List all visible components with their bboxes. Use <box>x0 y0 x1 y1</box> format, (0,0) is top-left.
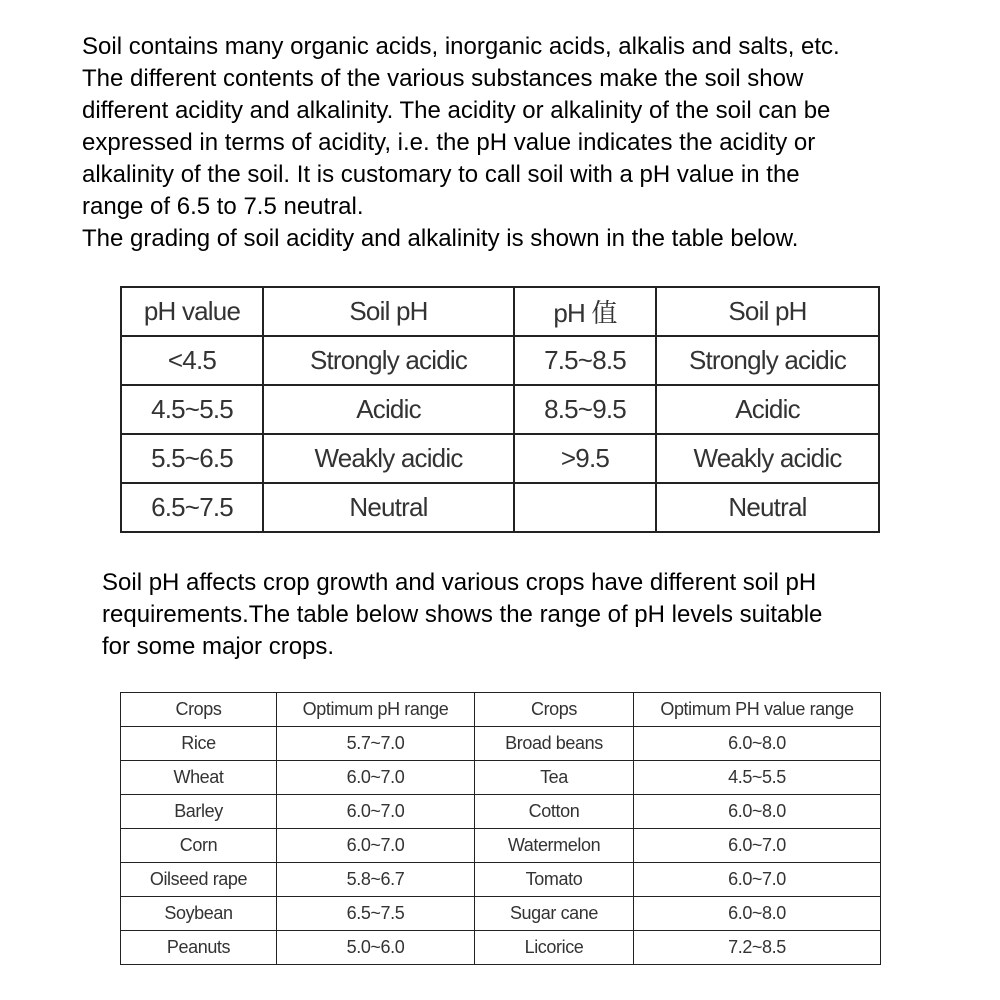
table-row <box>121 863 881 897</box>
header-cell: pH 值 <box>514 287 656 336</box>
table-cell: Licorice <box>475 931 634 965</box>
table-cell <box>514 483 656 532</box>
crops-intro-line: Soil pH affects crop growth and various crops have different soil pH <box>102 569 817 596</box>
table-cell: Barley <box>121 795 277 829</box>
intro-line: Soil contains many organic acids, inorganic acids, alkalis and salts, etc. <box>82 33 840 60</box>
header-cell: Crops <box>121 693 277 727</box>
table-row <box>121 761 881 795</box>
table-cell: 4.5~5.5 <box>634 761 881 795</box>
crops-intro-line: for some major crops. <box>102 633 335 660</box>
table-row <box>121 897 881 931</box>
table-cell: 6.0~7.0 <box>634 829 881 863</box>
header-cell: pH value <box>121 287 263 336</box>
table-cell: Soybean <box>121 897 277 931</box>
table-cell: Weakly acidic <box>263 434 514 483</box>
intro-paragraph <box>82 31 840 255</box>
table-cell: 5.0~6.0 <box>277 931 475 965</box>
table-cell: 4.5~5.5 <box>121 385 263 434</box>
table-cell: 6.0~8.0 <box>634 795 881 829</box>
intro-line: The grading of soil acidity and alkalinity is shown in the table below. <box>82 225 799 252</box>
crops-intro-paragraph <box>102 567 822 663</box>
table-cell: Cotton <box>475 795 634 829</box>
table-cell: 6.0~8.0 <box>634 897 881 931</box>
table-cell: Acidic <box>263 385 514 434</box>
soil-grading-table <box>120 286 880 533</box>
intro-line: The different contents of the various substances make the soil show <box>82 65 804 92</box>
header-row <box>121 287 879 336</box>
table-row <box>121 385 879 434</box>
intro-line: expressed in terms of acidity, i.e. the pH value indicates the acidity or <box>82 129 816 156</box>
table-cell: Corn <box>121 829 277 863</box>
table-cell: 8.5~9.5 <box>514 385 656 434</box>
intro-line: alkalinity of the soil. It is customary to call soil with a pH value in the <box>82 161 800 188</box>
table-cell: Neutral <box>656 483 879 532</box>
table-cell: 6.0~7.0 <box>634 863 881 897</box>
header-cell: Optimum pH range <box>277 693 475 727</box>
table-cell: <4.5 <box>121 336 263 385</box>
table-cell: 6.5~7.5 <box>121 483 263 532</box>
table-cell: 6.0~8.0 <box>634 727 881 761</box>
table-cell: Weakly acidic <box>656 434 879 483</box>
table-row <box>121 727 881 761</box>
table-row <box>121 434 879 483</box>
table-cell: 7.2~8.5 <box>634 931 881 965</box>
header-cell: Crops <box>475 693 634 727</box>
intro-line: range of 6.5 to 7.5 neutral. <box>82 193 364 220</box>
table-cell: Oilseed rape <box>121 863 277 897</box>
crops-intro-line: requirements.The table below shows the range of pH levels suitable <box>102 601 823 628</box>
table-row <box>121 336 879 385</box>
table-cell: Neutral <box>263 483 514 532</box>
table-cell: 6.0~7.0 <box>277 829 475 863</box>
table-cell: Strongly acidic <box>656 336 879 385</box>
table-cell: Tea <box>475 761 634 795</box>
table-cell: Broad beans <box>475 727 634 761</box>
intro-line: different acidity and alkalinity. The acidity or alkalinity of the soil can be <box>82 97 831 124</box>
table-cell: 6.0~7.0 <box>277 761 475 795</box>
table-row <box>121 795 881 829</box>
table-cell: >9.5 <box>514 434 656 483</box>
table-cell: 5.7~7.0 <box>277 727 475 761</box>
header-cell: Optimum PH value range <box>634 693 881 727</box>
crops-ph-table <box>120 692 881 965</box>
table-row <box>121 483 879 532</box>
table-cell: Acidic <box>656 385 879 434</box>
table-cell: 7.5~8.5 <box>514 336 656 385</box>
table-cell: Watermelon <box>475 829 634 863</box>
table-cell: Sugar cane <box>475 897 634 931</box>
table-row <box>121 931 881 965</box>
table-cell: Peanuts <box>121 931 277 965</box>
table-row <box>121 829 881 863</box>
header-cell: Soil pH <box>263 287 514 336</box>
table-cell: 5.5~6.5 <box>121 434 263 483</box>
table-cell: 6.5~7.5 <box>277 897 475 931</box>
header-cell: Soil pH <box>656 287 879 336</box>
table-cell: 6.0~7.0 <box>277 795 475 829</box>
table-cell: 5.8~6.7 <box>277 863 475 897</box>
table-cell: Tomato <box>475 863 634 897</box>
table-cell: Rice <box>121 727 277 761</box>
table-cell: Wheat <box>121 761 277 795</box>
header-row <box>121 693 881 727</box>
table-cell: Strongly acidic <box>263 336 514 385</box>
